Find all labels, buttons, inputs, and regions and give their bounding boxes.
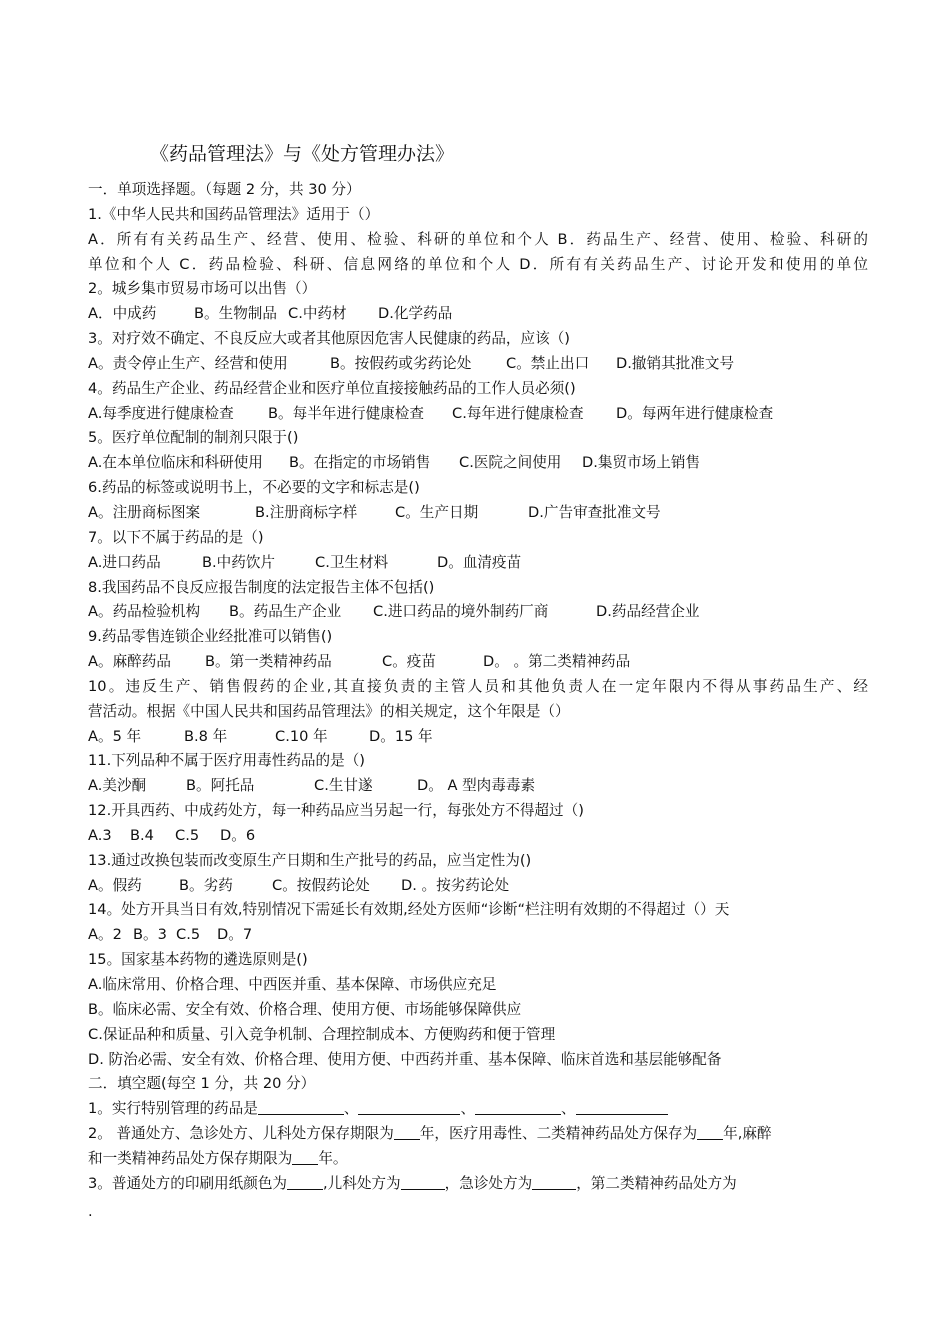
option-d: D。 。第二类精神药品 xyxy=(483,653,631,671)
option-b: B。在指定的市场销售 xyxy=(289,454,431,472)
question-options xyxy=(88,725,868,750)
option-c: C。疫苗 xyxy=(382,653,436,671)
separator: 、 xyxy=(561,1100,576,1118)
fill-text: ，第二类精神药品处方为 xyxy=(576,1174,737,1192)
question-options xyxy=(88,774,868,799)
question-stem: 13.通过改换包装而改变原生产日期和生产批号的药品，应当定性为() xyxy=(88,851,532,869)
question-options: 单位和个人 C．药品检验、科研、信息网络的单位和个人 D．所有有关药品生产、讨论开发和使用的单位 xyxy=(88,255,868,273)
question-options xyxy=(88,923,868,948)
question-options xyxy=(88,874,868,899)
option-d: D。 A 型肉毒毒素 xyxy=(417,777,536,795)
option-d: D。血清疫苗 xyxy=(437,553,522,571)
option-a: A。药品检验机构 xyxy=(88,603,201,621)
answer-blank xyxy=(401,1174,445,1190)
option-b: B.注册商标字样 xyxy=(255,503,358,521)
document-body xyxy=(88,178,868,1221)
question-stem: 4。药品生产企业、药品经营企业和医疗单位直接接触药品的工作人员必须() xyxy=(88,379,576,397)
question-options xyxy=(88,551,868,576)
option-b: B。第一类精神药品 xyxy=(205,653,332,671)
question-stem: 7。以下不属于药品的是（) xyxy=(88,528,264,546)
option-b: B。临床必需、安全有效、价格合理、使用方便、市场能够保障供应 xyxy=(88,1000,522,1018)
question-options xyxy=(88,402,868,427)
option-a: A。2 xyxy=(88,926,122,944)
option-c: C.5 xyxy=(175,826,200,844)
option-b: B.4 xyxy=(130,826,154,844)
trailing-period: . xyxy=(88,1202,93,1220)
option-b: B。按假药或劣药论处 xyxy=(330,354,472,372)
answer-blank xyxy=(292,1149,318,1165)
question-options xyxy=(88,824,868,849)
option-a: A.3 xyxy=(88,826,112,844)
answer-blank xyxy=(697,1124,723,1140)
section-heading: 二．填空题(每空 1 分，共 20 分） xyxy=(88,1075,316,1093)
fill-text: 1。实行特别管理的药品是 xyxy=(88,1100,258,1118)
option-c: C.医院之间使用 xyxy=(459,454,562,472)
question-stem: 2。城乡集市贸易市场可以出售（） xyxy=(88,280,317,298)
answer-blank xyxy=(287,1174,323,1190)
option-b: B。药品生产企业 xyxy=(229,603,342,621)
question-options xyxy=(88,650,868,675)
option-a: A。假药 xyxy=(88,876,142,894)
option-a: A。麻醉药品 xyxy=(88,653,171,671)
question-options xyxy=(88,451,868,476)
fill-text: 3。普通处方的印刷用纸颜色为 xyxy=(88,1174,288,1192)
option-c: C。按假药论处 xyxy=(272,876,370,894)
question-options xyxy=(88,302,868,327)
question-stem-continued: 营活动。根据《中国人民共和国药品管理法》的相关规定，这个年限是（） xyxy=(88,702,570,720)
fill-text: 年，医疗用毒性、二类精神药品处方保存为 xyxy=(419,1125,698,1143)
option-c: C.10 年 xyxy=(275,727,328,745)
option-c: C.生甘遂 xyxy=(314,777,373,795)
option-b: B。生物制品 xyxy=(194,305,277,323)
question-stem: 8.我国药品不良反应报告制度的法定报告主体不包括() xyxy=(88,578,435,596)
option-d: D.化学药品 xyxy=(378,305,453,323)
fill-text: 年。 xyxy=(318,1149,348,1167)
option-a: A.美沙酮 xyxy=(88,777,147,795)
question-options xyxy=(88,501,868,526)
option-a: A.进口药品 xyxy=(88,553,161,571)
document-title: 《药品管理法》与《处方管理办法》 xyxy=(150,143,455,165)
option-d: D.广告审查批准文号 xyxy=(528,503,661,521)
separator: 、 xyxy=(460,1100,476,1118)
option-b: B.8 年 xyxy=(184,727,228,745)
option-a: A.临床常用、价格合理、中西医并重、基本保障、市场供应充足 xyxy=(88,976,497,993)
fill-text: ，急诊处方为 xyxy=(444,1174,533,1192)
fill-question-3 xyxy=(88,1172,868,1197)
question-options xyxy=(88,600,868,625)
option-c: C.保证品种和质量、引入竞争机制、合理控制成本、方便购药和便于管理 xyxy=(88,1025,556,1043)
option-d: D.撤销其批准文号 xyxy=(616,354,735,372)
option-c: C。生产日期 xyxy=(395,503,479,521)
question-stem: 12.开具西药、中成药处方，每一种药品应当另起一行，每张处方不得超过（) xyxy=(88,802,584,820)
answer-blank xyxy=(358,1099,460,1115)
option-c: C.卫生材料 xyxy=(315,553,389,571)
option-b: B。每半年进行健康检查 xyxy=(268,404,424,422)
option-c: C.每年进行健康检查 xyxy=(452,404,584,422)
answer-blank xyxy=(394,1124,420,1140)
option-d: D。7 xyxy=(217,926,253,944)
option-a: A.在本单位临床和科研使用 xyxy=(88,454,263,472)
question-stem: 3。对疗效不确定、不良反应大或者其他原因危害人民健康的药品，应该（) xyxy=(88,330,570,348)
option-a: A。责令停止生产、经营和使用 xyxy=(88,354,288,372)
option-b: B.中药饮片 xyxy=(202,553,276,571)
option-b: B。劣药 xyxy=(179,876,233,894)
option-d: D. 。按劣药论处 xyxy=(401,876,510,894)
separator: 、 xyxy=(343,1100,359,1118)
question-stem: 14。处方开具当日有效,特别情况下需延长有效期,经处方医师“诊断“栏注明有效期的不得超过（）天 xyxy=(88,901,730,919)
question-options xyxy=(88,352,868,377)
option-a: A．中成药 xyxy=(88,305,157,323)
fill-question-2-continued xyxy=(88,1147,868,1172)
answer-blank xyxy=(576,1099,668,1115)
section-heading: 一．单项选择题。（每题 2 分，共 30 分） xyxy=(88,181,361,198)
option-a: A。5 年 xyxy=(88,727,142,745)
fill-text: 年,麻醉 xyxy=(723,1125,772,1143)
answer-blank xyxy=(475,1099,561,1115)
question-stem: 9.药品零售连锁企业经批准可以销售() xyxy=(88,628,333,646)
option-b: B。阿托品 xyxy=(186,777,255,795)
answer-blank xyxy=(258,1099,344,1115)
question-stem: 5。医疗单位配制的制剂只限于() xyxy=(88,429,299,447)
fill-text: 2。 普通处方、急诊处方、儿科处方保存期限为 xyxy=(88,1125,394,1143)
question-stem: 11.下列品种不属于医疗用毒性药品的是（) xyxy=(88,752,365,770)
option-b: B。3 xyxy=(133,926,167,944)
fill-text: 和一类精神药品处方保存期限为 xyxy=(88,1149,293,1167)
question-options: A．所有有关药品生产、经营、使用、检验、科研的单位和个人 B．药品生产、经营、使用、检验、科研的 xyxy=(88,230,868,248)
question-stem: 6.药品的标签或说明书上，不必要的文字和标志是() xyxy=(88,479,420,497)
option-d: D.集贸市场上销售 xyxy=(582,454,701,472)
option-c: C.中药材 xyxy=(288,305,347,323)
option-d: D。15 年 xyxy=(369,727,433,745)
option-d: D。6 xyxy=(220,826,256,844)
fill-question-2 xyxy=(88,1122,868,1147)
option-d: D. 防治必需、安全有效、价格合理、使用方便、中西药并重、基本保障、临床首选和基层能够配备 xyxy=(88,1050,722,1068)
fill-text: ,儿科处方为 xyxy=(323,1174,401,1192)
fill-question-1 xyxy=(88,1097,868,1122)
option-c: C.进口药品的境外制药厂商 xyxy=(373,603,549,621)
option-c: C。禁止出口 xyxy=(506,354,590,372)
question-stem: 15。国家基本药物的遴选原则是() xyxy=(88,951,308,969)
option-a: A.每季度进行健康检查 xyxy=(88,404,234,422)
question-stem: 10。违反生产、销售假药的企业,其直接负责的主管人员和其他负责人在一定年限内不得从事药品生产、经 xyxy=(88,677,868,695)
option-d: D.药品经营企业 xyxy=(596,603,700,621)
answer-blank xyxy=(532,1174,576,1190)
option-d: D。每两年进行健康检查 xyxy=(616,404,774,422)
option-a: A。注册商标图案 xyxy=(88,503,201,521)
option-c: C.5 xyxy=(176,926,201,944)
question-stem: 1.《中华人民共和国药品管理法》适用于（） xyxy=(88,205,380,223)
